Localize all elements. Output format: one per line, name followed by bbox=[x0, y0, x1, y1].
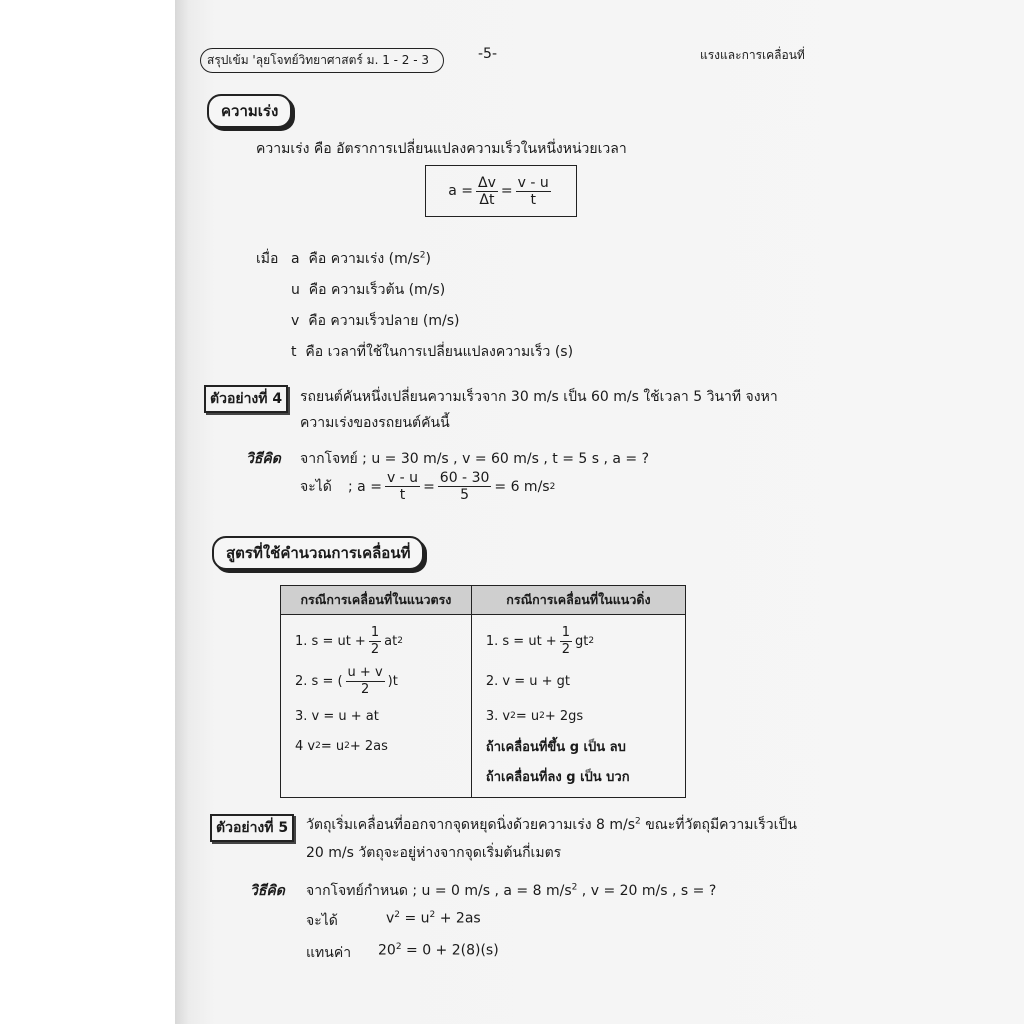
formula-row bbox=[295, 661, 457, 701]
denominator: Δt bbox=[479, 191, 495, 208]
formula-text: 1. s = ut + bbox=[485, 633, 557, 649]
column-header-vertical: กรณีการเคลื่อนที่ในแนวดิ่ง bbox=[471, 586, 685, 615]
var-t bbox=[291, 341, 573, 363]
given-text: , v = 20 m/s , s = ? bbox=[577, 883, 717, 899]
equation-text: + 2as bbox=[435, 910, 481, 927]
formula-text: + 2as bbox=[349, 738, 388, 754]
example-4-question-line1: รถยนต์คันหนึ่งเปลี่ยนความเร็วจาก 30 m/s เป็น 60 m/s ใช้เวลา 5 วินาที จงหา bbox=[300, 389, 778, 405]
equation-text: = 0 + 2(8)(s) bbox=[401, 942, 499, 959]
superscript: 2 bbox=[635, 816, 641, 827]
example-4-given: จากโจทย์ ; u = 30 m/s , v = 60 m/s , t = 5 s , a = ? bbox=[300, 451, 650, 467]
formula-row bbox=[486, 701, 671, 731]
acceleration-definition: ความเร่ง คือ อัตราการเปลี่ยนแปลงความเร็วในหนึ่งหน่วยเวลา bbox=[256, 141, 627, 157]
superscript: 2 bbox=[429, 910, 436, 920]
example-5-question-line1 bbox=[306, 814, 797, 836]
fraction-half bbox=[560, 625, 572, 658]
superscript: 2 bbox=[588, 636, 595, 646]
superscript: 2 bbox=[344, 741, 350, 751]
example-4-get-label: จะได้ bbox=[300, 479, 332, 495]
vertical-motion-formulas bbox=[471, 615, 685, 798]
formula-row bbox=[295, 621, 457, 661]
var-symbol: v bbox=[291, 313, 300, 329]
numerator: 60 - 30 bbox=[439, 470, 490, 486]
superscript: 2 bbox=[397, 636, 403, 646]
example-5-get-label: จะได้ bbox=[306, 913, 338, 929]
example-5-question-line2: 20 m/s วัตถุจะอยู่ห่างจากจุดเริ่มต้นกี่เมตร bbox=[306, 845, 562, 861]
column-header-straight: กรณีการเคลื่อนที่ในแนวตรง bbox=[281, 586, 472, 615]
denominator: t bbox=[530, 191, 536, 208]
denominator: 2 bbox=[370, 641, 380, 657]
formula-text: gt bbox=[574, 633, 589, 649]
superscript: 2 bbox=[315, 741, 321, 751]
superscript: 2 bbox=[394, 910, 401, 920]
example-5-given bbox=[306, 880, 716, 902]
example-5-equation-1 bbox=[386, 910, 481, 927]
formula-spacer bbox=[295, 761, 457, 791]
denominator: 5 bbox=[460, 487, 470, 503]
formula-lhs: a = bbox=[448, 183, 474, 199]
superscript: 2 bbox=[571, 882, 578, 893]
header-chapter: แรงและการเคลื่อนที่ bbox=[700, 48, 805, 62]
formula-text: = u bbox=[515, 708, 540, 724]
where-label: เมื่อ bbox=[256, 251, 279, 267]
denominator: 2 bbox=[561, 641, 570, 657]
gravity-note-down: ถ้าเคลื่อนที่ลง g เป็น บวก bbox=[485, 769, 630, 785]
denominator: 2 bbox=[360, 681, 370, 697]
example-5-equation-2 bbox=[378, 942, 499, 959]
header-book-title: สรุปเข้ม 'ลุยโจทย์วิทยาศาสตร์ ม. 1 - 2 - 3 bbox=[200, 48, 444, 73]
fraction-delta bbox=[476, 175, 498, 208]
scan-margin bbox=[0, 0, 175, 1024]
formula-row: 2. v = u + gt bbox=[485, 673, 570, 689]
numerator: Δv bbox=[478, 174, 496, 191]
superscript: 2 bbox=[419, 250, 426, 261]
formula-text: + 2gs bbox=[544, 708, 584, 724]
formula-text: )t bbox=[387, 673, 398, 689]
example-4-method-label: วิธีคิด bbox=[246, 451, 281, 467]
fraction-vu bbox=[385, 470, 420, 503]
formula-text: 3. v bbox=[485, 708, 511, 724]
example-5-label: ตัวอย่างที่ 5 bbox=[210, 814, 294, 842]
question-text: วัตถุเริ่มเคลื่อนที่ออกจากจุดหยุดนิ่งด้วยความเร่ง 8 m/s bbox=[306, 817, 636, 833]
equation-text: = u bbox=[400, 910, 430, 927]
fraction-values bbox=[438, 470, 492, 503]
numerator: u + v bbox=[347, 664, 383, 680]
numerator: 1 bbox=[561, 624, 570, 640]
var-u bbox=[291, 279, 445, 301]
numerator: v - u bbox=[517, 174, 549, 191]
example-4-label: ตัวอย่างที่ 4 bbox=[204, 385, 288, 413]
formula-row bbox=[486, 621, 671, 661]
formula-text: 4 v bbox=[295, 738, 316, 754]
superscript: 2 bbox=[510, 711, 516, 721]
fraction-half bbox=[369, 625, 381, 658]
given-text: จากโจทย์กำหนด ; u = 0 m/s , a = 8 m/s bbox=[306, 883, 572, 899]
gravity-note-up: ถ้าเคลื่อนที่ขึ้น g เป็น ลบ bbox=[485, 739, 626, 755]
var-desc: คือ ความเร็วปลาย (m/s) bbox=[308, 313, 460, 329]
header-page-number: -5- bbox=[478, 46, 498, 62]
superscript: 2 bbox=[549, 481, 556, 492]
superscript: 2 bbox=[539, 711, 545, 721]
section-title-acceleration: ความเร่ง bbox=[207, 94, 292, 128]
equation-text: v bbox=[386, 910, 395, 927]
formula-row bbox=[295, 731, 457, 761]
question-text: ขณะที่วัตถุมีความเร็วเป็น bbox=[640, 817, 797, 833]
calc-result: = 6 m/s bbox=[494, 478, 550, 495]
formula-text: at bbox=[384, 633, 398, 649]
fraction-avg bbox=[346, 665, 385, 698]
acceleration-formula-box bbox=[425, 165, 577, 217]
formula-text: 1. s = ut + bbox=[295, 633, 366, 649]
formula-row: 3. v = u + at bbox=[295, 708, 379, 724]
formula-text: 2. s = ( bbox=[295, 673, 343, 689]
equals-sign: = bbox=[423, 478, 435, 495]
fraction-velocity bbox=[516, 175, 551, 208]
example-4-question-line2: ความเร่งของรถยนต์คันนี้ bbox=[300, 415, 450, 431]
formula-text: = u bbox=[320, 738, 345, 754]
var-v bbox=[291, 310, 459, 332]
var-desc: คือ เวลาที่ใช้ในการเปลี่ยนแปลงความเร็ว (s) bbox=[305, 344, 574, 360]
section-title-motion-formulas: สูตรที่ใช้คำนวณการเคลื่อนที่ bbox=[212, 536, 424, 570]
numerator: 1 bbox=[370, 624, 380, 640]
equation-text: 20 bbox=[378, 942, 396, 959]
example-5-method-label: วิธีคิด bbox=[250, 883, 285, 899]
var-desc: คือ ความเร่ง (m/s bbox=[308, 251, 420, 267]
straight-line-formulas bbox=[281, 615, 472, 798]
example-5-substitute-label: แทนค่า bbox=[306, 945, 352, 961]
superscript: 2 bbox=[395, 942, 402, 952]
equals-sign: = bbox=[500, 183, 513, 199]
example-4-calculation bbox=[348, 470, 555, 503]
var-a bbox=[291, 248, 431, 270]
numerator: v - u bbox=[386, 470, 419, 486]
var-symbol: t bbox=[291, 344, 297, 360]
calc-lead: ; a = bbox=[348, 478, 382, 495]
motion-formulas-table bbox=[280, 585, 686, 798]
var-desc: คือ ความเร็วต้น (m/s) bbox=[308, 282, 446, 298]
var-symbol: a bbox=[291, 251, 300, 267]
var-symbol: u bbox=[291, 282, 300, 298]
var-desc-tail: ) bbox=[425, 251, 431, 267]
denominator: t bbox=[399, 487, 406, 503]
